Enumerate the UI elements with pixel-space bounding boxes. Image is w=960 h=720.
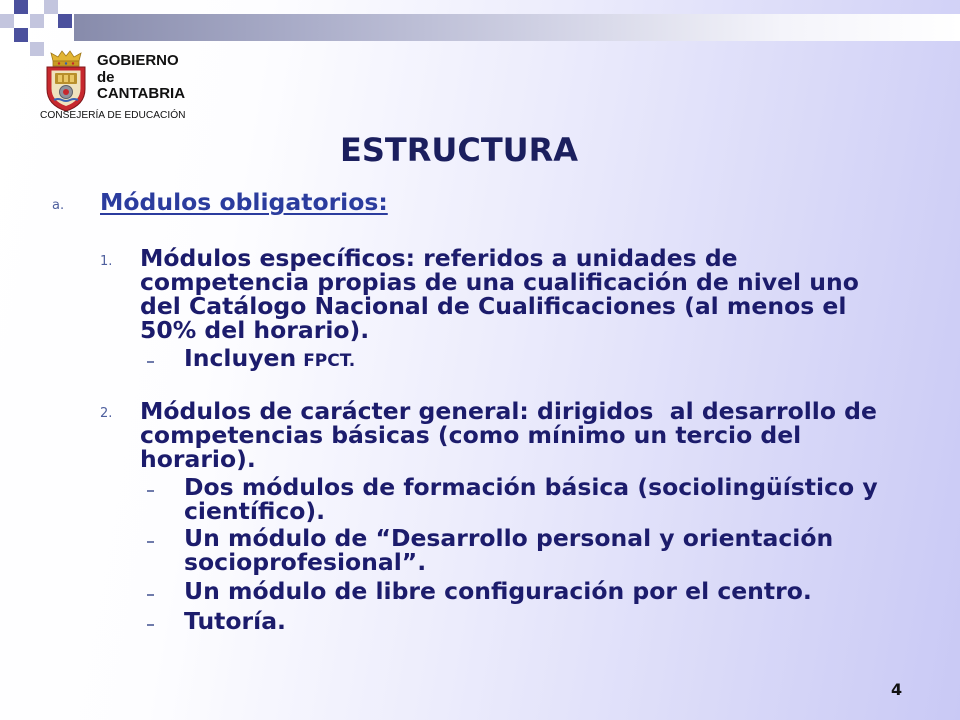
dash-bullet-icon bbox=[147, 594, 154, 596]
decor-square bbox=[0, 14, 14, 28]
sub-list-item bbox=[184, 579, 812, 603]
list-item bbox=[140, 399, 877, 471]
decor-square bbox=[30, 14, 44, 28]
item-line: competencias básicas (como mínimo un tercio del bbox=[140, 421, 802, 449]
logo-line-de: de bbox=[97, 69, 115, 86]
dash-bullet-icon bbox=[147, 624, 154, 626]
item-line bbox=[184, 346, 355, 373]
dash-bullet-icon bbox=[147, 490, 154, 492]
decor-square bbox=[30, 42, 44, 56]
coat-of-arms-icon bbox=[44, 50, 88, 112]
item-line: Dos módulos de formación básica (sociolingüístico y bbox=[184, 473, 878, 501]
item-line: científico). bbox=[184, 497, 326, 525]
item-line: Módulos de carácter general: dirigidos al desarrollo de bbox=[140, 397, 877, 425]
item-line: competencia propias de una cualificación de nivel uno bbox=[140, 268, 859, 296]
header-bar bbox=[74, 14, 960, 41]
decor-square bbox=[58, 14, 72, 28]
logo-line-gobierno: GOBIERNO bbox=[97, 52, 179, 69]
dash-bullet-icon bbox=[147, 541, 154, 543]
sub-list-item bbox=[184, 609, 286, 633]
sub-item-acronym: FPCT. bbox=[303, 351, 356, 371]
decor-square bbox=[14, 0, 28, 14]
item-number: 2. bbox=[100, 406, 113, 421]
item-line: Tutoría. bbox=[184, 607, 286, 635]
item-line: Un módulo de libre configuración por el centro. bbox=[184, 577, 812, 605]
list-item bbox=[140, 246, 859, 342]
sub-item-lead: Incluyen bbox=[184, 344, 297, 372]
item-line: 50% del horario). bbox=[140, 316, 370, 344]
sub-list-item bbox=[184, 475, 878, 523]
logo-department: CONSEJERÍA DE EDUCACIÓN bbox=[40, 110, 186, 121]
page-number: 4 bbox=[891, 680, 903, 699]
decor-square bbox=[14, 28, 28, 42]
item-line: Módulos específicos: referidos a unidades de bbox=[140, 244, 738, 272]
sub-list-item bbox=[184, 526, 833, 574]
item-line: horario). bbox=[140, 445, 256, 473]
slide-title: ESTRUCTURA bbox=[339, 131, 579, 169]
item-line: Un módulo de “Desarrollo personal y orientación bbox=[184, 524, 834, 552]
dash-bullet-icon bbox=[147, 361, 154, 363]
section-heading: Módulos obligatorios: bbox=[100, 188, 388, 216]
item-number: 1. bbox=[100, 254, 113, 269]
logo-line-cantabria: CANTABRIA bbox=[97, 85, 186, 102]
section-marker: a. bbox=[52, 198, 65, 213]
decor-square bbox=[44, 0, 58, 14]
sub-list-item bbox=[184, 346, 355, 373]
item-line: del Catálogo Nacional de Cualificaciones (al menos el bbox=[140, 292, 847, 320]
item-line: socioprofesional”. bbox=[184, 548, 427, 576]
